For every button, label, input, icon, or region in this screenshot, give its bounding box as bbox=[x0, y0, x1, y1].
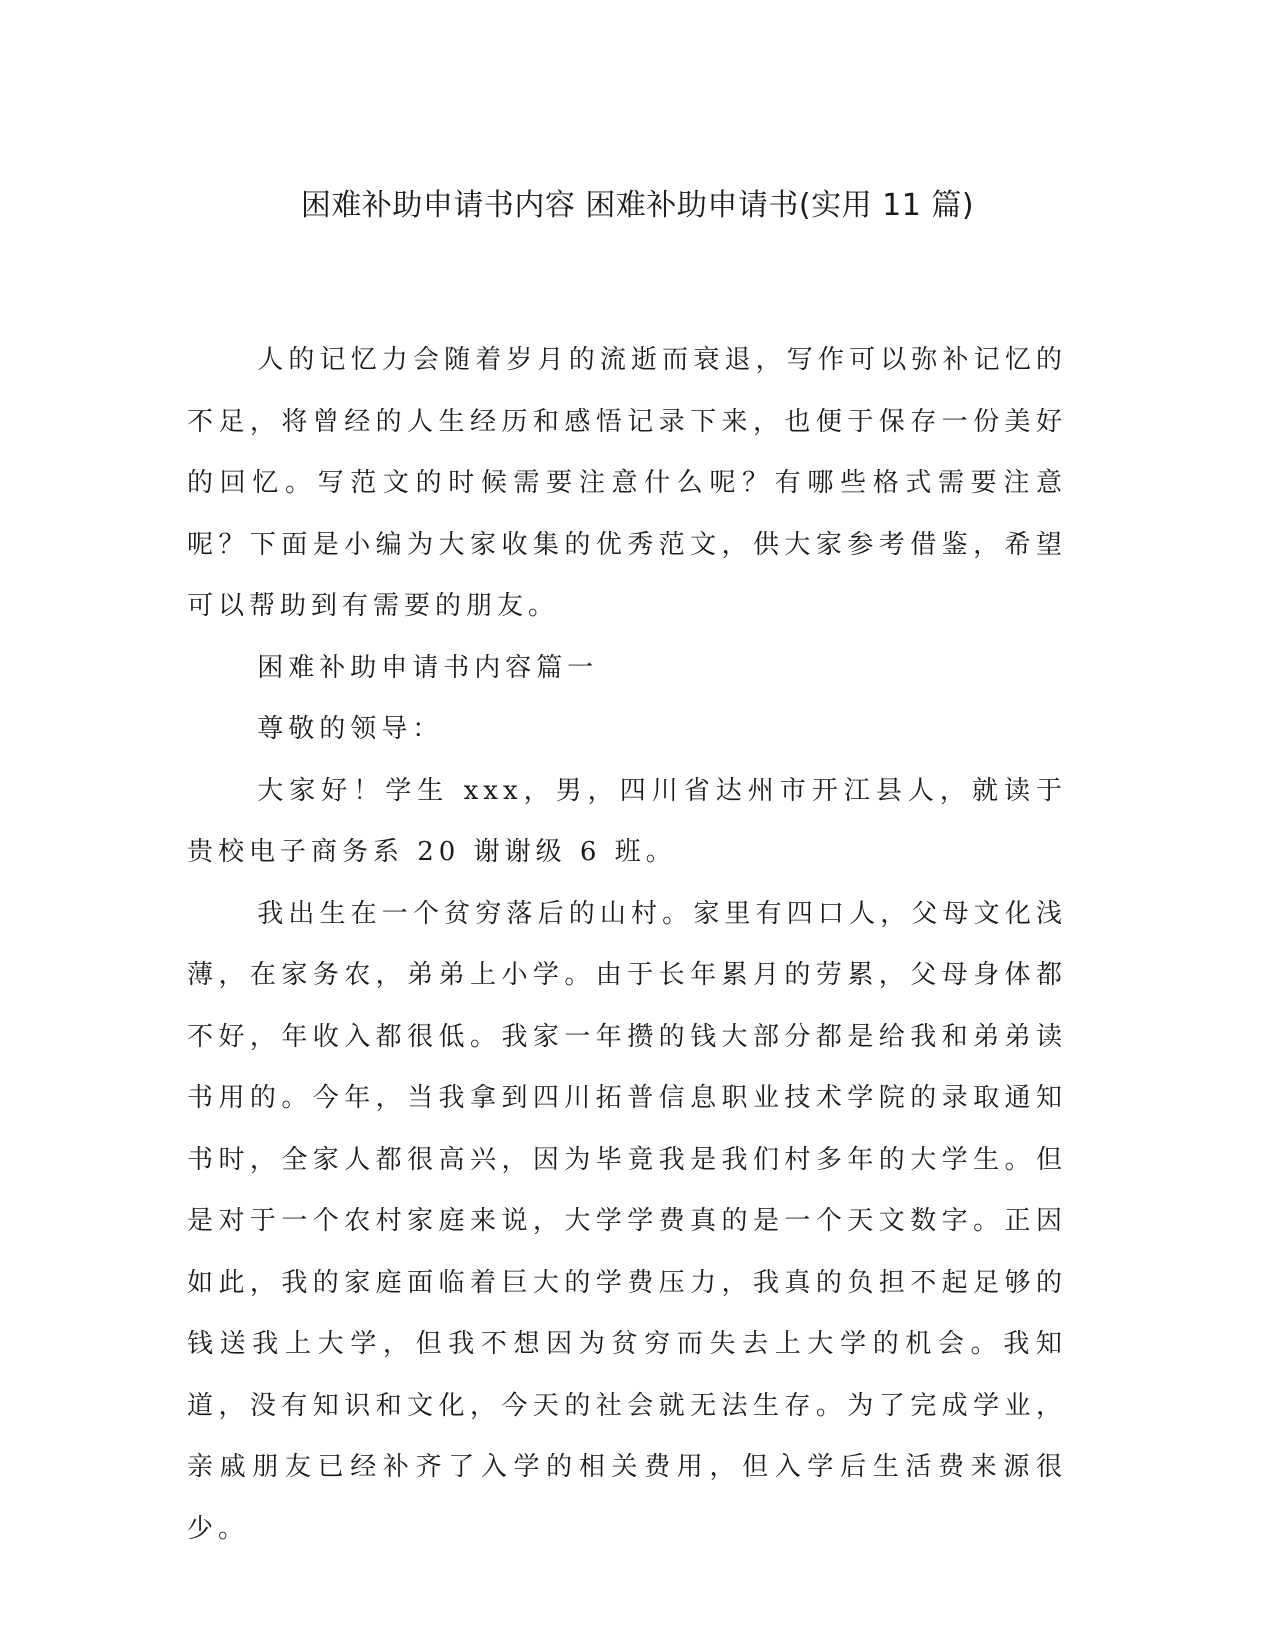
document-body bbox=[187, 330, 1067, 1560]
document-title: 困难补助申请书内容 困难补助申请书(实用 11 篇) bbox=[300, 188, 975, 223]
salutation: 尊敬的领导： bbox=[257, 714, 444, 744]
section-heading: 困难补助申请书内容篇一 bbox=[257, 652, 599, 683]
greeting-paragraph: 大家好！学生 xxx，男，四川省达州市开江县人，就读于贵校电子商务系 20 谢谢级 6 班。 bbox=[187, 775, 1067, 867]
intro-paragraph: 人的记忆力会随着岁月的流逝而衰退，写作可以弥补记忆的不足，将曾经的人生经历和感悟记录下来，也便于保存一份美好的回忆。写范文的时候需要注意什么呢？有哪些格式需要注意呢？下面是小编为大家收集的优秀范文，供大家参考借鉴，希望可以帮助到有需要的朋友。 bbox=[187, 345, 1067, 621]
background-paragraph: 我出生在一个贫穷落后的山村。家里有四口人，父母文化浅薄，在家务农，弟弟上小学。由于长年累月的劳累，父母身体都不好，年收入都很低。我家一年攒的钱大部分都是给我和弟弟读书用的。今年，当我拿到四川拓普信息职业技术学院的录取通知书时，全家人都很高兴，因为毕竟我是我们村多年的大学生。但是对于一个农村家庭来说，大学学费真的是一个天文数字。正因如此，我的家庭面临着巨大的学费压力，我真的负担不起足够的钱送我上大学，但我不想因为贫穷而失去上大学的机会。我知道，没有知识和文化，今天的社会就无法生存。为了完成学业，亲戚朋友已经补齐了入学的相关费用，但入学后生活费来源很少。 bbox=[187, 898, 1067, 1544]
